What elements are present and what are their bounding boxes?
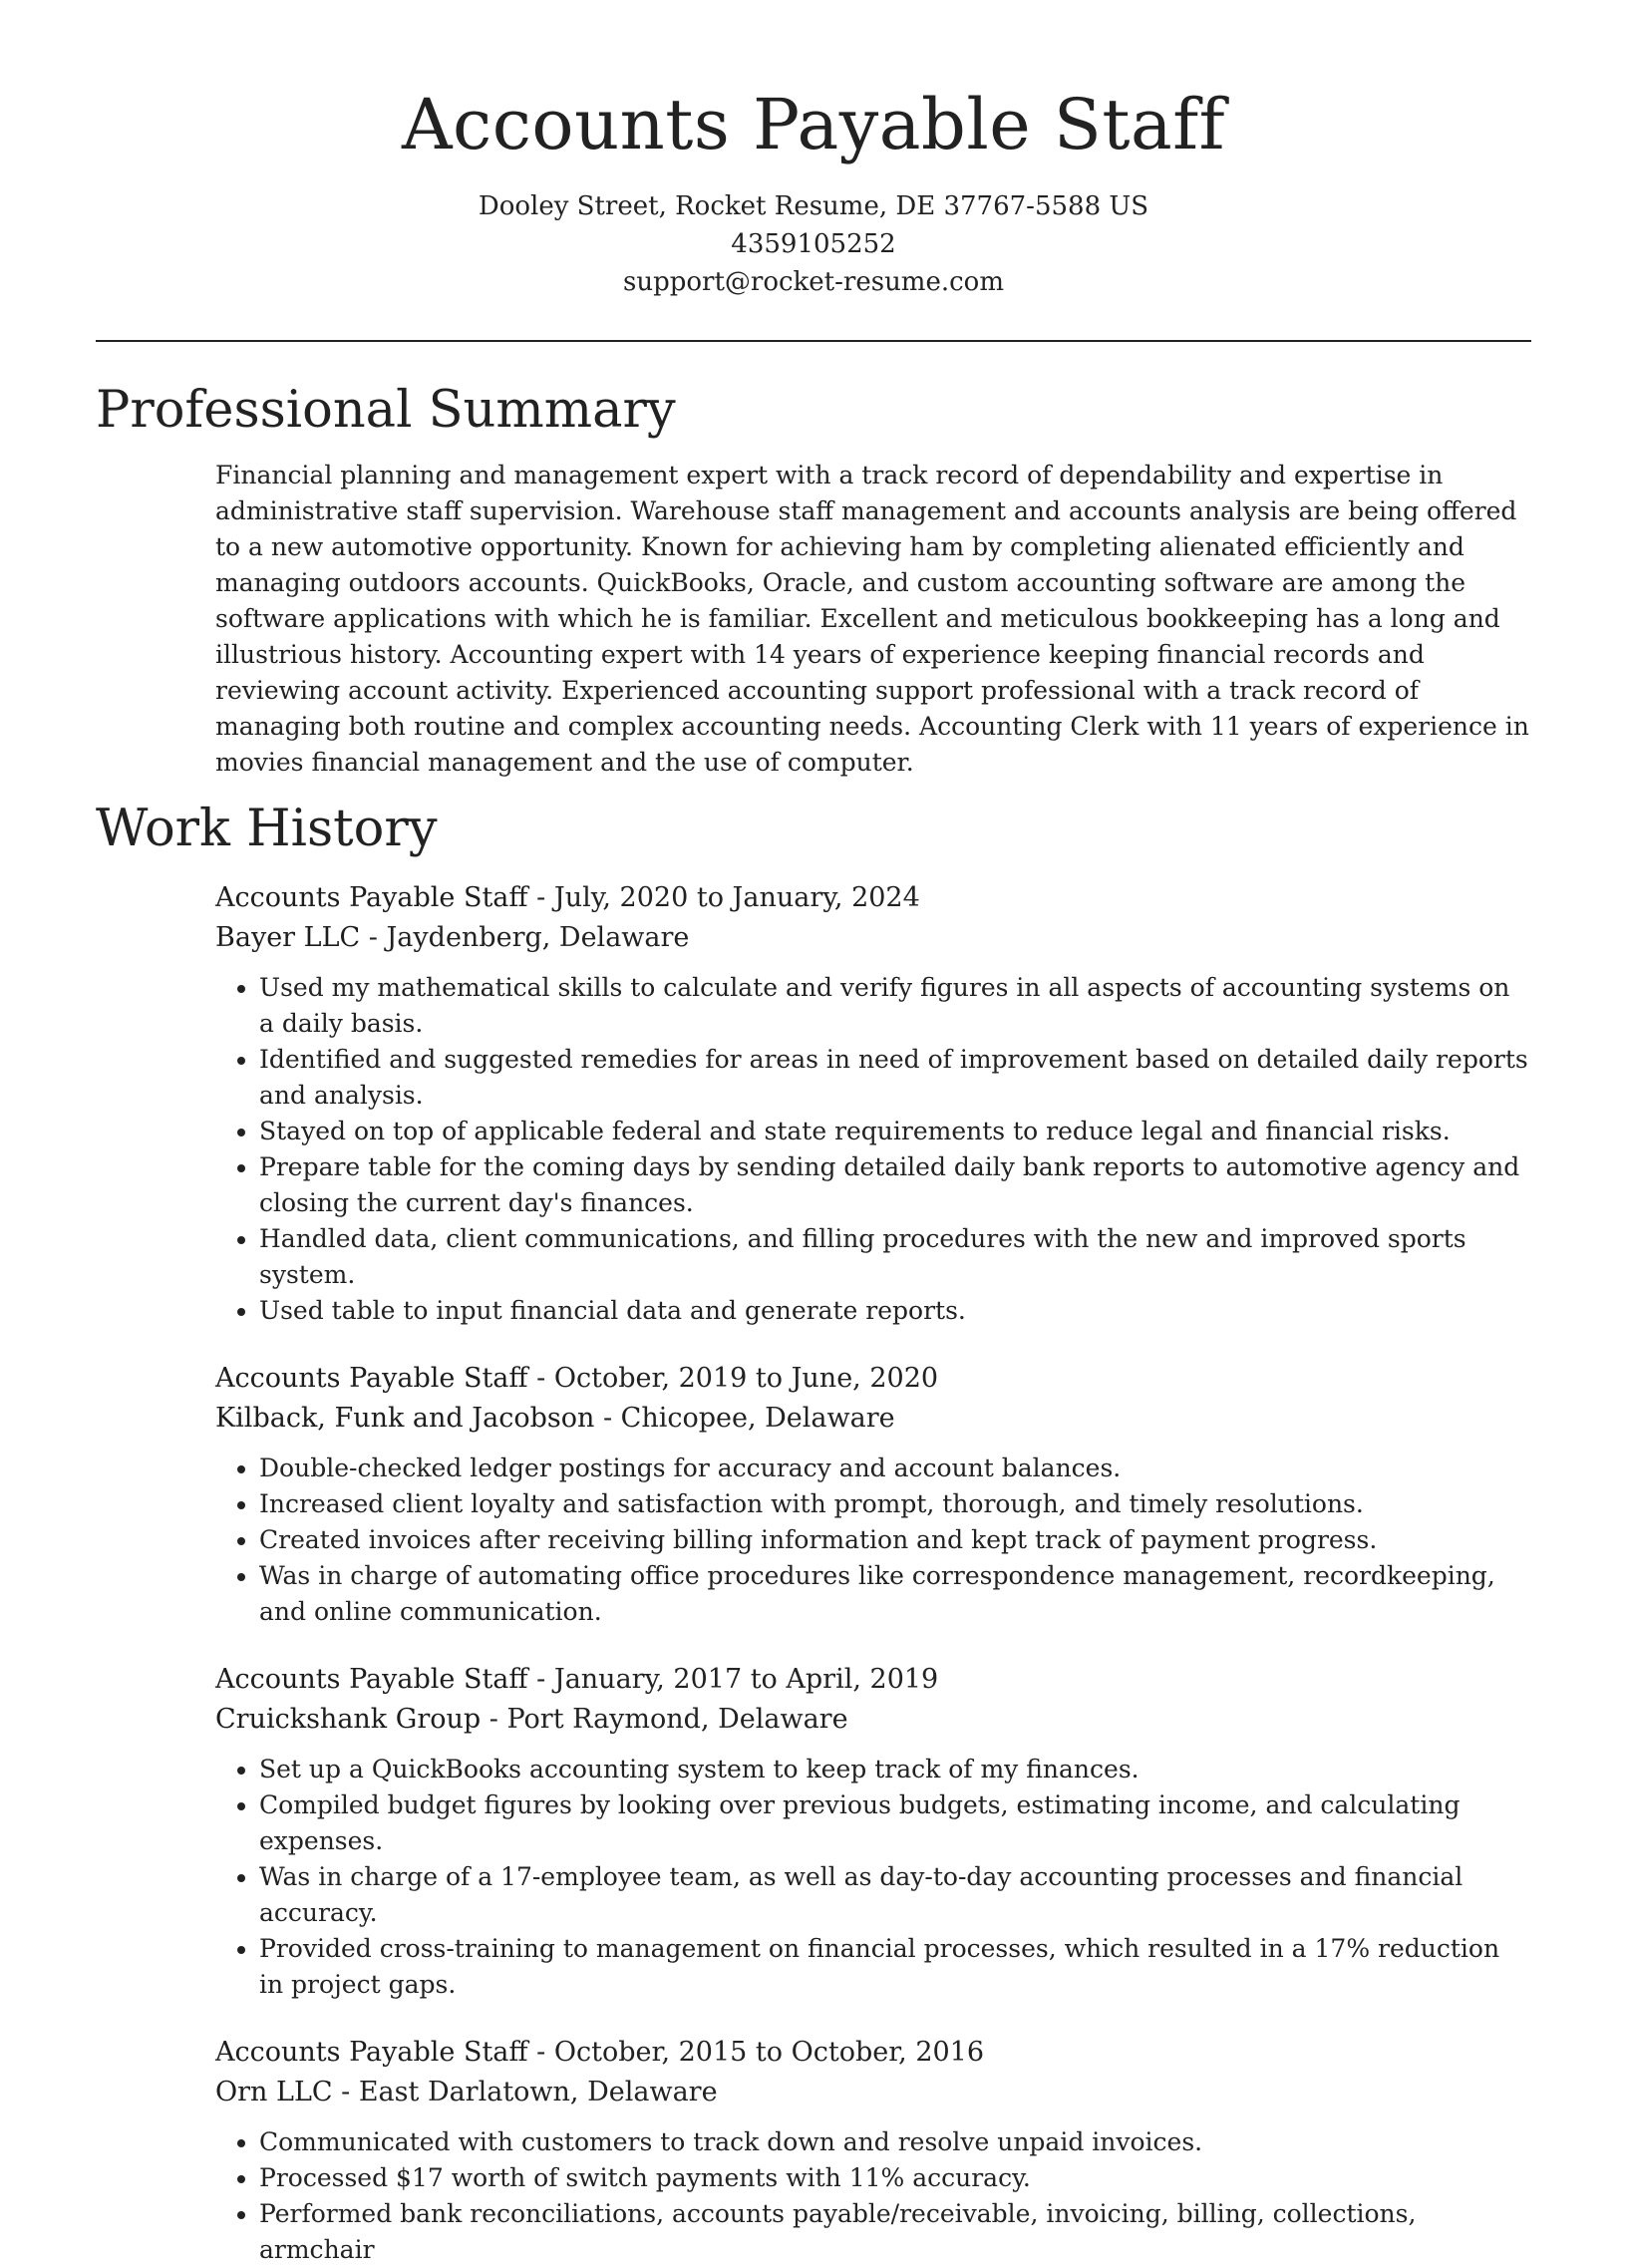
job-dates: October, 2015 to October, 2016 [553,2037,985,2068]
separator: - [481,1704,507,1735]
separator: - [527,882,554,913]
company-location: Chicopee, Delaware [620,1403,895,1434]
job-company-line [215,918,1531,958]
duty-item: • Handled data, client communications, and filling procedures with the new and improved sports system. [259,1221,1531,1293]
separator: - [360,922,387,953]
job-title-line [215,2033,1531,2073]
duty-item: • Performed bank reconciliations, accounts payable/receivable, invoicing, billing, collections, armchair [259,2196,1531,2268]
separator: - [527,2037,554,2068]
company-name: Bayer LLC [215,922,361,953]
company-location: East Darlatown, Delaware [358,2077,718,2107]
duty-list [215,1752,1531,2003]
candidate-name: Accounts Payable Staff [401,84,1226,165]
separator: - [594,1403,621,1434]
job-title-line [215,878,1531,918]
duty-item: • Provided cross-training to management on financial processes, which resulted in a 17% reduction in project gaps. [259,1931,1531,2003]
summary-text: Financial planning and management expert with a track record of dependability and expertise in administrative staff supervision. Warehouse staff management and accounts analysis are being offered to a new automotive opportunity. Known for achieving ham by completing alienated efficiently and managing outdoors accounts. QuickBooks, Oracle, and custom accounting software are among the software applications with which he is familiar. Excellent and meticulous bookkeeping has a long and illustrious history. Accounting expert with 14 years of experience keeping financial records and reviewing account activity. Experienced accounting support professional with a track record of managing both routine and complex accounting needs. Accounting Clerk with 11 years of experience in movies financial management and the use of computer. [215,461,1529,777]
job-title-line [215,1660,1531,1700]
job-entry [215,2033,1531,2268]
job-company-line [215,1700,1531,1740]
work-history-section [96,799,1531,2268]
duty-item: • Identified and suggested remedies for areas in need of improvement based on detailed daily reports and analysis. [259,1042,1531,1114]
duty-item: • Was in charge of a 17-employee team, as well as day-to-day accounting processes and financial accuracy. [259,1859,1531,1931]
job-title: Accounts Payable Staff [215,1664,528,1695]
job-title-line [215,1359,1531,1399]
duty-item: • Double-checked ledger postings for accuracy and account balances. [259,1451,1531,1486]
separator: - [527,1664,554,1695]
duty-item: • Prepare table for the coming days by sending detailed daily bank reports to automotive agency and closing the current day's finances. [259,1149,1531,1221]
job-company-line [215,2073,1531,2112]
separator: - [332,2077,359,2107]
header-divider [96,340,1531,342]
duty-list [215,2124,1531,2268]
job-entry [215,878,1531,1329]
duty-item: • Stayed on top of applicable federal and state requirements to reduce legal and financial risks. [259,1114,1531,1149]
company-name: Kilback, Funk and Jacobson [215,1403,595,1434]
job-entry [215,1359,1531,1630]
job-list [215,878,1531,2268]
section-title-work: Work History [96,800,438,858]
job-company-line [215,1399,1531,1439]
duty-item: • Set up a QuickBooks accounting system to keep track of my finances. [259,1752,1531,1787]
professional-summary-section [96,380,1531,781]
contact-block [96,187,1531,301]
email: support@rocket-resume.com [622,267,1004,297]
summary-body [215,458,1531,781]
company-location: Jaydenberg, Delaware [386,922,690,953]
duty-list [215,970,1531,1329]
job-dates: October, 2019 to June, 2020 [553,1363,939,1394]
company-name: Orn LLC [215,2077,333,2107]
job-title: Accounts Payable Staff [215,1363,528,1394]
company-location: Port Raymond, Delaware [506,1704,848,1735]
job-title: Accounts Payable Staff [215,2037,528,2068]
section-title-summary: Professional Summary [96,381,676,440]
company-name: Cruickshank Group [215,1704,482,1735]
address: Dooley Street, Rocket Resume, DE 37767-5588 US [478,191,1149,221]
duty-item: • Increased client loyalty and satisfaction with prompt, thorough, and timely resolutions. [259,1486,1531,1522]
duty-item: • Was in charge of automating office procedures like correspondence management, recordkeeping, and online communication. [259,1558,1531,1630]
phone: 4359105252 [731,229,896,259]
duty-item: • Processed $17 worth of switch payments with 11% accuracy. [259,2160,1531,2196]
separator: - [527,1363,554,1394]
duty-item: • Compiled budget figures by looking over previous budgets, estimating income, and calculating expenses. [259,1787,1531,1859]
duty-item: • Used table to input financial data and generate reports. [259,1293,1531,1329]
job-dates: July, 2020 to January, 2024 [553,882,920,913]
job-entry [215,1660,1531,2003]
duty-item: • Communicated with customers to track down and resolve unpaid invoices. [259,2124,1531,2160]
duty-item: • Used my mathematical skills to calculate and verify figures in all aspects of accounting systems on a daily basis. [259,970,1531,1042]
job-title: Accounts Payable Staff [215,882,528,913]
job-dates: January, 2017 to April, 2019 [553,1664,939,1695]
duty-list [215,1451,1531,1630]
duty-item: • Created invoices after receiving billing information and kept track of payment progress. [259,1522,1531,1558]
resume-header [96,0,1531,301]
